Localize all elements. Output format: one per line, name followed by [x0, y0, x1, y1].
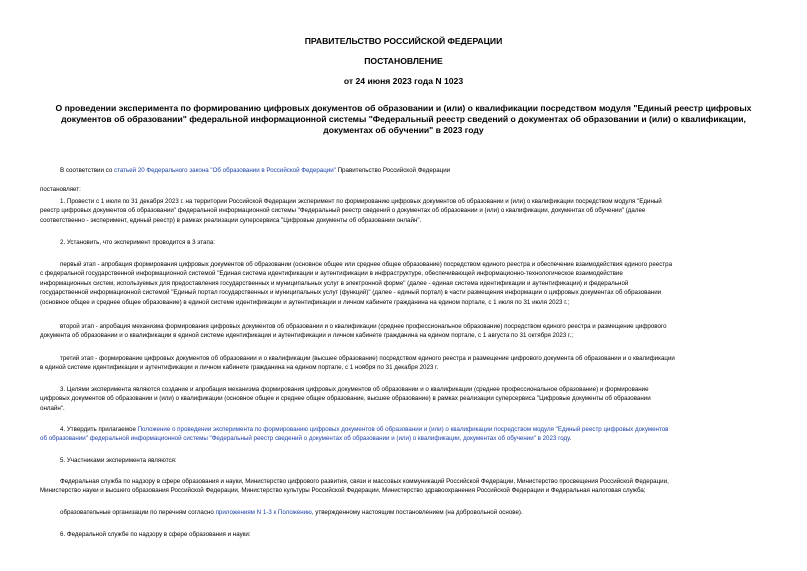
stage-2-paragraph [40, 322, 768, 341]
preamble-paragraph [60, 166, 450, 175]
preamble-text: В соответствии со [60, 167, 114, 174]
paragraph-line: соответственно - эксперимент, единый реестр) в рамках реализации суперсервиса "Цифровые документы об образовании онлайн". [40, 216, 422, 224]
paragraph-line: в единой системе идентификации и аутентификации и личном кабинете гражданина на едином портале, с 1 ноября по 31 декабря 2023 г. [40, 364, 439, 372]
organizations-text: , утвержденному настоящим постановлением (на добровольной основе). [311, 509, 523, 516]
paragraph-line: Федеральная служба по надзору в сфере образования и науки, Министерство цифрового развития, связи и массовых коммуникаций Российской Федерации, Министерство просвещения Российской Федерации, [60, 478, 669, 485]
paragraph-line: государственной информационной системой "Единый портал государственных и муниципальных услуг (функций)" (далее - единый портал) в части размещения информации о цифровых документах об образовании [40, 289, 662, 297]
item-4-text: . [569, 435, 572, 443]
organizations-text: образовательные организации по перечням согласно [60, 509, 216, 516]
paragraph-line: третий этап - формирование цифровых документов об образовании и о квалификации (высшее образование) посредством единого реестра и размещение цифрового документа об образовании и о квалификации [60, 355, 675, 362]
title-line: О проведении эксперимента по формированию цифровых документов об образовании и (или) о квалификации посредством модуля "Единый реестр цифровых [55, 103, 752, 113]
item-1-paragraph [40, 197, 768, 225]
paragraph-line: 3. Целями эксперимента являются создание и апробация механизма формирования цифровых документов об образовании и о квалификации (среднее профессиональное образование) и формирование [60, 386, 649, 393]
paragraph-line: реестр цифровых документов об образовании" федеральной информационной системы "Федеральный реестр сведений о документах об образовании и (или) о квалификации, документах об обучении" (далее [40, 207, 646, 215]
title-line: документах об обучении" в 2023 году [323, 125, 484, 135]
paragraph-line: информационных систем, используемых для предоставления государственных и муниципальных услуг в электронной форме" (далее - единая система идентификации и аутентификации) и федеральной [40, 279, 629, 287]
postanovlyaet-text: постановляет: [40, 186, 81, 193]
item-3-paragraph [40, 385, 768, 413]
title-line: документов об образовании" федеральной информационной системы "Федеральный реестр сведений о документах об образовании и (или) о квалификации, [61, 114, 746, 124]
document-type-heading: ПОСТАНОВЛЕНИЕ [364, 56, 443, 66]
regulation-link[interactable]: Положение о проведении эксперимента по формированию цифровых документов об образовании и (или) о квалификации посредством модуля "Единый реестр цифровых документов [137, 426, 669, 433]
stage-3-paragraph [40, 354, 768, 373]
participants-paragraph [40, 477, 768, 496]
law-article-link[interactable]: статьей 20 Федерального закона "Об образовании в Российской Федерации" [113, 167, 336, 174]
paragraph-line: цифровых документов об образовании и (или) о квалификации (основное общее и среднее общее образование, высшее образование) в рамках реализации суперсервиса "Цифровые документы об образовании [40, 395, 651, 403]
paragraph-line: документа об образовании и о квалификации в единой системе идентификации и аутентификации и личном кабинете гражданина на едином портале, с 1 августа по 31 октября 2023 г.; [40, 332, 573, 340]
item-5-paragraph: 5. Участниками эксперимента являются: [60, 457, 177, 464]
paragraph-line: (основное общее и среднее общее образование) в единой системе идентификации и аутентификации и личном кабинете гражданина на едином портале, с 1 июля по 31 июля 2023 г.; [40, 298, 570, 306]
paragraph-line: первый этап - апробация формирования цифровых документов об образовании (основное общее или среднее общее образование) посредством единого реестра и обеспечение взаимодействия единого реестра [60, 261, 673, 268]
paragraph-line: второй этап - апробация механизма формирования цифровых документов об образовании и о квалификации (среднее профессиональное образование) посредством единого реестра и размещение цифрового [60, 323, 667, 330]
regulation-link[interactable]: об образовании" федеральной информационной системы "Федеральный реестр сведений о документах об образовании и (или) о квалификации, документах об обучении" в 2023 году [40, 435, 570, 443]
organizations-paragraph [60, 508, 523, 517]
preamble-text: Правительство Российской Федерации [335, 167, 451, 174]
document-title [40, 103, 767, 136]
date-number-heading: от 24 июня 2023 года N 1023 [343, 76, 464, 86]
item-4-text: 4. Утвердить прилагаемое [60, 426, 138, 433]
paragraph-line: Министерство науки и высшего образования Российской Федерации, Министерство культуры Российской Федерации, Министерство здравоохранения Российской Федерации и Федеральная налоговая служба; [40, 487, 646, 495]
item-6-paragraph: 6. Федеральной службе по надзору в сфере образования и науки: [60, 531, 251, 538]
paragraph-line: 1. Провести с 1 июля по 31 декабря 2023 г. на территории Российской Федерации эксперимент по формированию цифровых документов об образовании и (или) о квалификации посредством модуля "Единый [60, 198, 662, 205]
item-4-paragraph [40, 425, 768, 444]
paragraph-line: с федеральной государственной информационной системой "Единая система идентификации и аутентификации в инфраструктуре, обеспечивающей информационно-технологическое взаимодействие [40, 270, 623, 278]
appendix-link[interactable]: приложениям N 1-3 к Положению [215, 509, 312, 516]
government-heading: ПРАВИТЕЛЬСТВО РОССИЙСКОЙ ФЕДЕРАЦИИ [304, 36, 503, 46]
paragraph-line: онлайн". [40, 404, 65, 412]
stage-1-paragraph [40, 260, 768, 307]
item-2-paragraph: 2. Установить, что эксперимент проводится в 3 этапа: [60, 239, 215, 246]
